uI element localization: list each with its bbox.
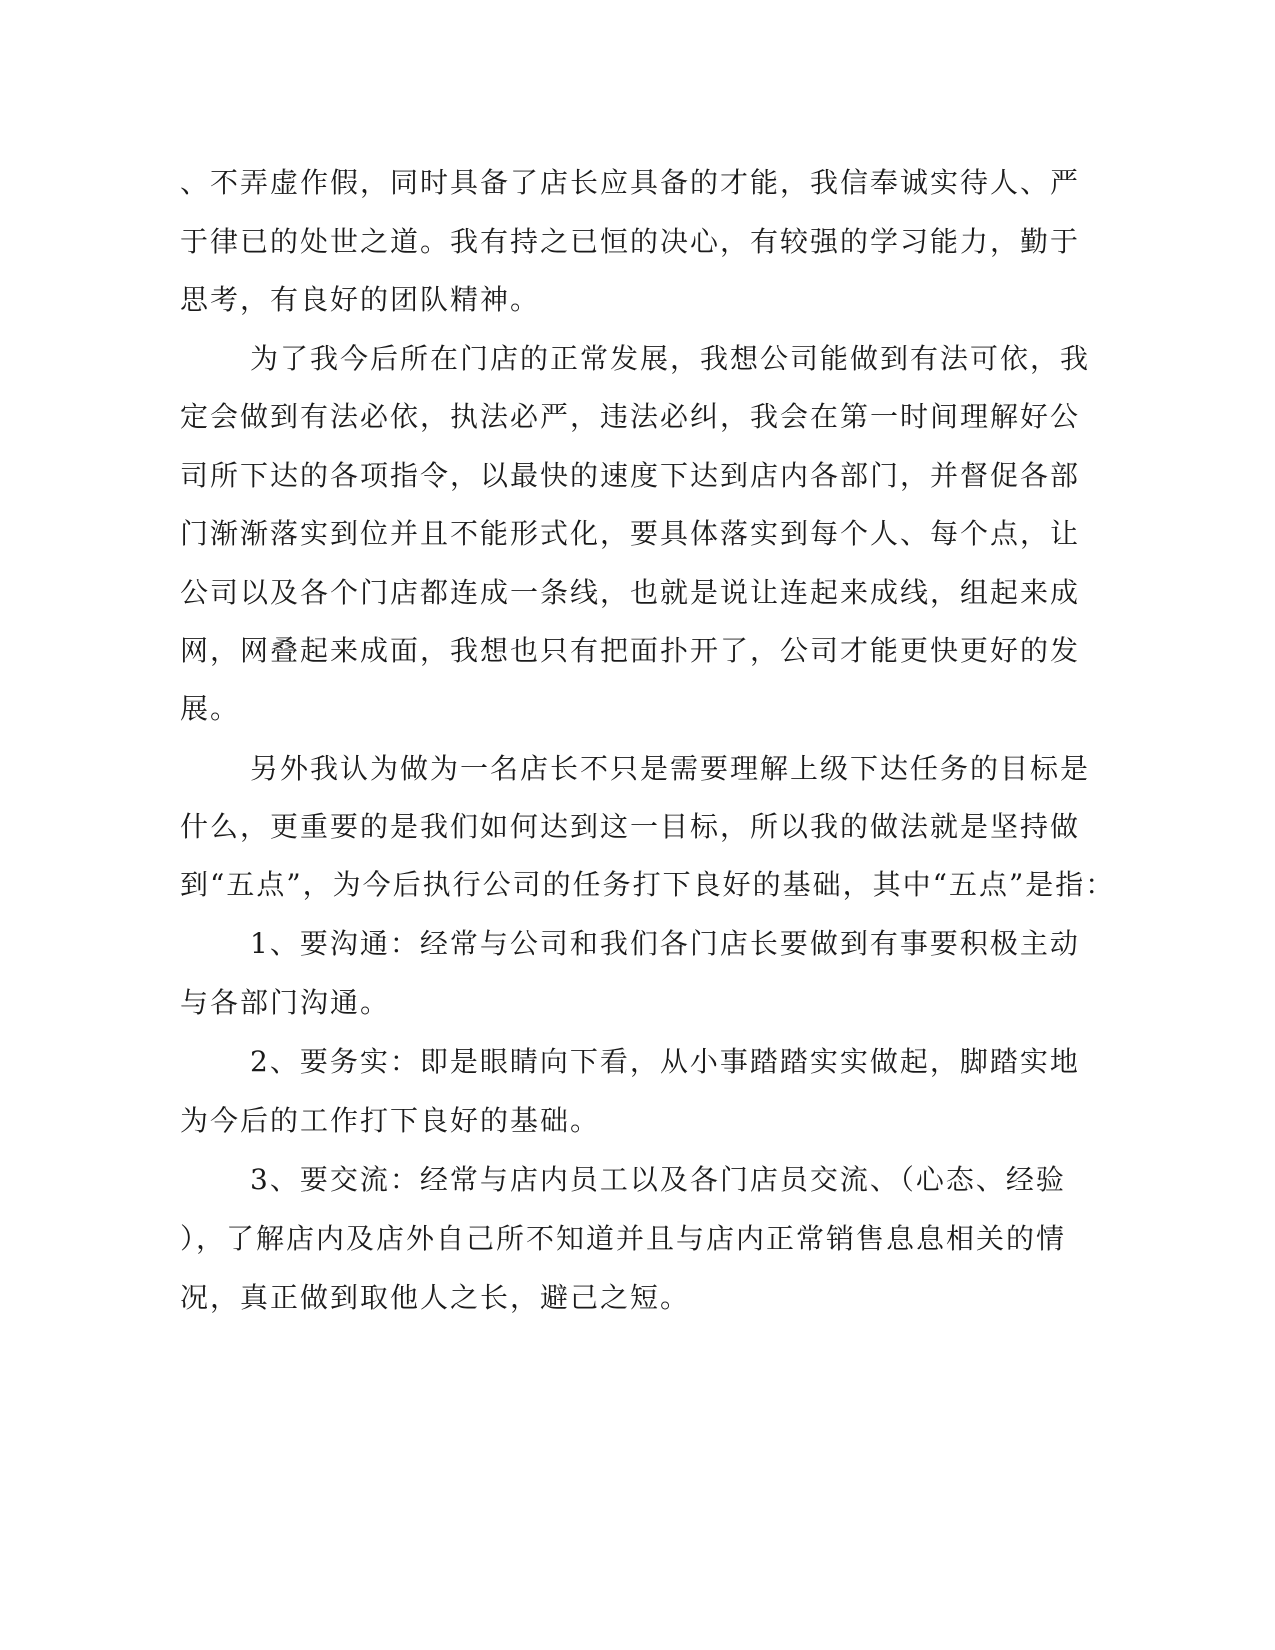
paragraph-first-line: 另外我认为做为一名店长不只是需要理解上级下达任务的目标是: [250, 752, 1091, 785]
text-line: 于律已的处世之道。我有持之已恒的决心，有较强的学习能力，勤于: [180, 225, 1081, 258]
text-line: 、不弄虚作假，同时具备了店长应具备的才能，我信奉诚实待人、严: [180, 166, 1081, 199]
list-item-first-line: 1、要沟通：经常与公司和我们各门店长要做到有事要积极主动: [250, 927, 1080, 960]
text-line: 定会做到有法必依，执法必严，违法必纠，我会在第一时间理解好公: [180, 400, 1081, 433]
text-line: 为今后的工作打下良好的基础。: [180, 1104, 601, 1137]
text-line: 网，网叠起来成面，我想也只有把面扑开了，公司才能更快更好的发: [180, 634, 1081, 667]
list-item-first-line: 2、要务实：即是眼睛向下看，从小事踏踏实实做起，脚踏实地: [250, 1045, 1080, 1078]
text-line: 门渐渐落实到位并且不能形式化，要具体落实到每个人、每个点，让: [180, 517, 1081, 550]
paragraph-first-line: 为了我今后所在门店的正常发展，我想公司能做到有法可依，我: [250, 342, 1091, 375]
text-line: 到“五点”，为今后执行公司的任务打下良好的基础，其中“五点”是指：: [180, 868, 1116, 901]
text-line: 公司以及各个门店都连成一条线，也就是说让连起来成线，组起来成: [180, 576, 1081, 609]
text-line: ），了解店内及店外自己所不知道并且与店内正常销售息息相关的情: [180, 1222, 1067, 1255]
list-item-first-line: 3、要交流：经常与店内员工以及各门店员交流、（心态、经验: [250, 1163, 1066, 1196]
text-line: 司所下达的各项指令，以最快的速度下达到店内各部门，并督促各部: [180, 459, 1081, 492]
text-line: 思考，有良好的团队精神。: [180, 283, 541, 316]
text-line: 况，真正做到取他人之长，避己之短。: [180, 1281, 691, 1314]
text-line: 展。: [180, 692, 241, 725]
text-line: 什么，更重要的是我们如何达到这一目标，所以我的做法就是坚持做: [180, 810, 1081, 843]
text-line: 与各部门沟通。: [180, 986, 391, 1019]
